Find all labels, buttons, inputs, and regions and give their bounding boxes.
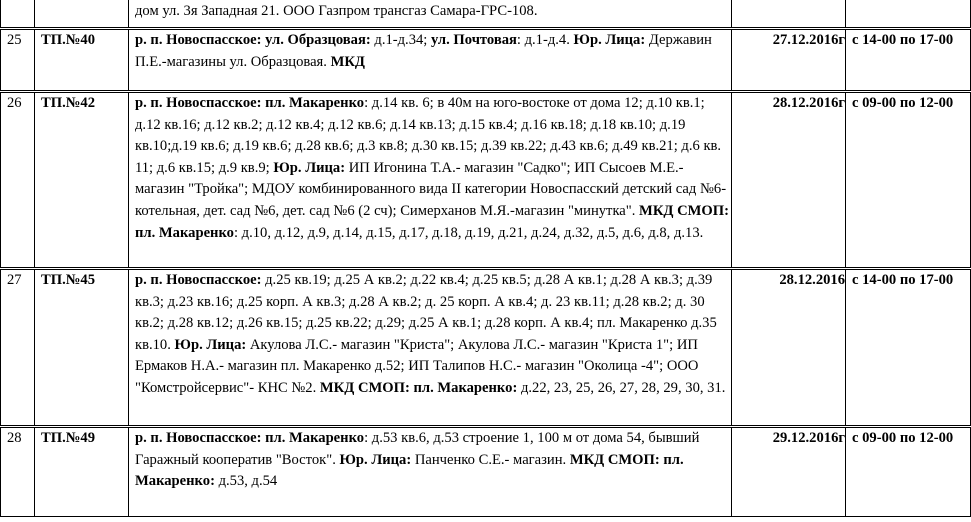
outage-date bbox=[732, 0, 846, 29]
address-text: : д.10, д.12, д.9, д.14, д.15, д.17, д.18, д.19, д.21, д.24, д.32, д.5, д.6, д.8, д.13. bbox=[233, 224, 704, 241]
address-heading: МКД bbox=[330, 53, 365, 70]
substation-id: ТП.№40 bbox=[35, 29, 129, 92]
address-heading: МКД СМОП: пл. Макаренко: bbox=[319, 379, 518, 396]
row-number: 27 bbox=[1, 269, 35, 427]
outage-time: с 14-00 по 17-00 bbox=[846, 29, 971, 92]
row-number: 28 bbox=[1, 427, 35, 517]
substation-id bbox=[35, 0, 129, 29]
row-number bbox=[1, 0, 35, 29]
addresses-cell bbox=[129, 427, 732, 517]
address-text: ИП Игонина Т.А.- магазин "Садко"; ИП Сысоев М.Е.- магазин "Тройка"; МДОУ комбинированного вида II категории Новоспасский детский сад №6-котельная, дет. сад №6, дет. сад №6 (2 сч); Симерханов М.Я.-магазин "минутка". bbox=[135, 159, 727, 219]
table-row bbox=[1, 269, 971, 427]
outage-date: 29.12.2016г bbox=[732, 427, 846, 517]
addresses-cell bbox=[129, 92, 732, 269]
row-number: 26 bbox=[1, 92, 35, 269]
address-text: дом ул. 3я Западная 21. ООО Газпром трансгаз Самара-ГРС-108. bbox=[135, 3, 538, 19]
address-heading: Юр. Лица: bbox=[339, 451, 412, 468]
address-text: Державин П.Е.-магазины ул. Образцовая. bbox=[135, 32, 712, 70]
outage-date: 28.12.2016г bbox=[732, 92, 846, 269]
address-heading: р. п. Новоспасское: bbox=[135, 272, 262, 288]
address-text: Акулова Л.С.- магазин "Криста"; Акулова Л.С.- магазин "Криста 1"; ИП Ермаков Н.А.- магазин пл. Макаренко д.52; ИП Талипов Н.С.- магазин "Околица -4"; ООО "Комстройсервис"- КНС №2. bbox=[135, 336, 699, 396]
table-row bbox=[1, 427, 971, 517]
addresses-cell bbox=[129, 0, 732, 29]
address-text: : д.14 кв. 6; в 40м на юго-востоке от дома 12; д.10 кв.1; д.12 кв.16; д.12 кв.2; д.12 кв.4; д.12 кв.6; д.14 кв.13; д.15 кв.4; д.16 кв.18; д.18 кв.10; д.19 кв.10;д.19 кв.6; д.19 кв.6; д.28 кв.6; д.3 кв.8; д.30 кв.15; д.39 кв.22; д.43 кв.6; д.49 кв.21; д.6 кв. 11; д.6 кв.15; д.9 кв.9; bbox=[135, 95, 722, 176]
address-heading: Юр. Лица: bbox=[573, 32, 646, 48]
outage-date: 28.12.2016 bbox=[732, 269, 846, 427]
substation-id: ТП.№45 bbox=[35, 269, 129, 427]
address-heading: МКД СМОП: пл. Макаренко: bbox=[135, 451, 684, 490]
address-heading: р. п. Новоспасское: пл. Макаренко bbox=[135, 430, 365, 446]
address-heading: МКД СМОП: пл. Макаренко bbox=[135, 202, 729, 241]
address-heading: р. п. Новоспасское: пл. Макаренко bbox=[135, 95, 365, 111]
address-text: Панченко С.Е.- магазин. bbox=[411, 451, 570, 468]
table-row bbox=[1, 92, 971, 269]
table-row bbox=[1, 29, 971, 92]
outage-time: с 09-00 по 12-00 bbox=[846, 92, 971, 269]
address-heading: ул. Почтовая bbox=[431, 32, 517, 48]
row-number: 25 bbox=[1, 29, 35, 92]
address-heading: Юр. Лица: bbox=[174, 336, 247, 353]
address-text: д.53, д.54 bbox=[214, 473, 278, 490]
address-heading: р. п. Новоспасское: ул. Образцовая: bbox=[135, 32, 371, 48]
outage-date: 27.12.2016г bbox=[732, 29, 846, 92]
outage-time: с 09-00 по 12-00 bbox=[846, 427, 971, 517]
address-text: д.22, 23, 25, 26, 27, 28, 29, 30, 31. bbox=[517, 379, 726, 396]
address-text: : д.1-д.4. bbox=[516, 32, 574, 48]
address-heading: Юр. Лица: bbox=[273, 159, 346, 176]
addresses-cell bbox=[129, 269, 732, 427]
table-row bbox=[1, 0, 971, 29]
outage-time: с 14-00 по 17-00 bbox=[846, 269, 971, 427]
address-text: д.25 кв.19; д.25 А кв.2; д.22 кв.4; д.25 кв.5; д.28 А кв.1; д.28 А кв.3; д.39 кв.3; д.23 кв.16; д.25 корп. А кв.3; д.28 А кв.2; д. 25 корп. А кв.4; д. 23 кв.11; д.28 кв.2; д. 30 кв.2; д.28 кв.12; д.26 кв.15; д.25 кв.22; д.29; д.25 А кв.1; д.28 корп. А кв.4; пл. Макаренко д.35 кв.10. bbox=[135, 272, 717, 353]
address-text: д.1-д.34; bbox=[370, 32, 431, 48]
addresses-cell bbox=[129, 29, 732, 92]
address-text: : д.53 кв.6, д.53 строение 1, 100 м от дома 54, бывший Гаражный кооператив "Восток". bbox=[135, 430, 700, 468]
outage-time bbox=[846, 0, 971, 29]
substation-id: ТП.№42 bbox=[35, 92, 129, 269]
substation-id: ТП.№49 bbox=[35, 427, 129, 517]
